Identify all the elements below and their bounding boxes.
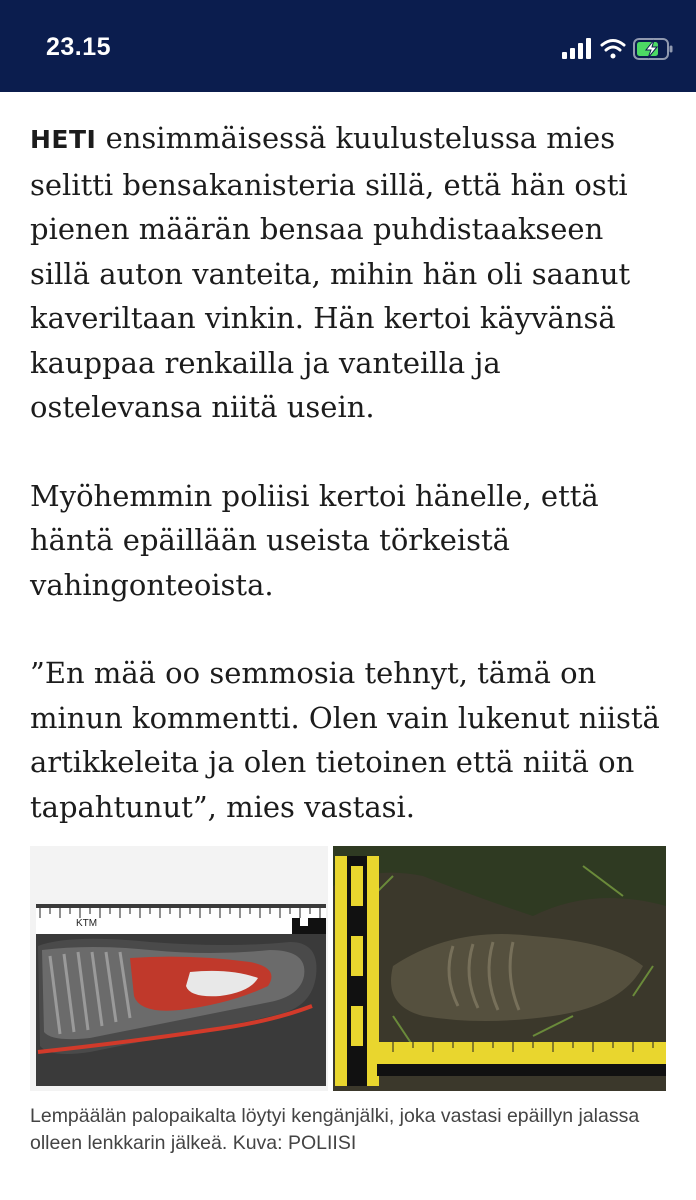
paragraph-2: Myöhemmin poliisi kertoi hänelle, että häntä epäillään useista törkeistä vahingonteoista. xyxy=(30,478,599,602)
footprint-in-mud-photo[interactable] xyxy=(333,846,666,1091)
figure-caption: Lempäälän palopaikalta löytyi kengänjälki, joka vastasi epäillyn jalassa olleen lenkkarin jälkeä. Kuva: POLIISI xyxy=(30,1105,640,1154)
lead-word: HETI xyxy=(30,125,97,154)
wifi-icon xyxy=(602,41,624,59)
paragraph-3-quote: ”En mää oo semmosia tehnyt, tämä on minun kommentti. Olen vain lukenut niistä artikkeleita ja olen tietoinen että niitä on tapahtunut”, mies vastasi. xyxy=(30,656,660,824)
paragraph-1 xyxy=(30,116,670,430)
battery-charging-icon xyxy=(634,39,673,59)
article-figure[interactable] xyxy=(30,846,670,1091)
status-bar xyxy=(0,0,696,92)
status-time: 23.15 xyxy=(46,33,112,61)
status-icons xyxy=(562,36,674,66)
shoe-sole-photo[interactable] xyxy=(30,846,328,1091)
paragraph-1-text: ensimmäisessä kuulustelussa mies selitti bensakanisteria sillä, että hän osti pienen määrän bensaa puhdistaakseen sillä auton vanteita, mihin hän oli saanut kaveriltaan vinkin. Hän kertoi käyvänsä kauppaa renkailla ja vanteilla ja ostelevansa niitä usein. xyxy=(30,121,631,424)
article-body xyxy=(30,116,670,829)
signal-icon xyxy=(562,38,591,59)
ruler-label: KTM xyxy=(76,918,98,929)
